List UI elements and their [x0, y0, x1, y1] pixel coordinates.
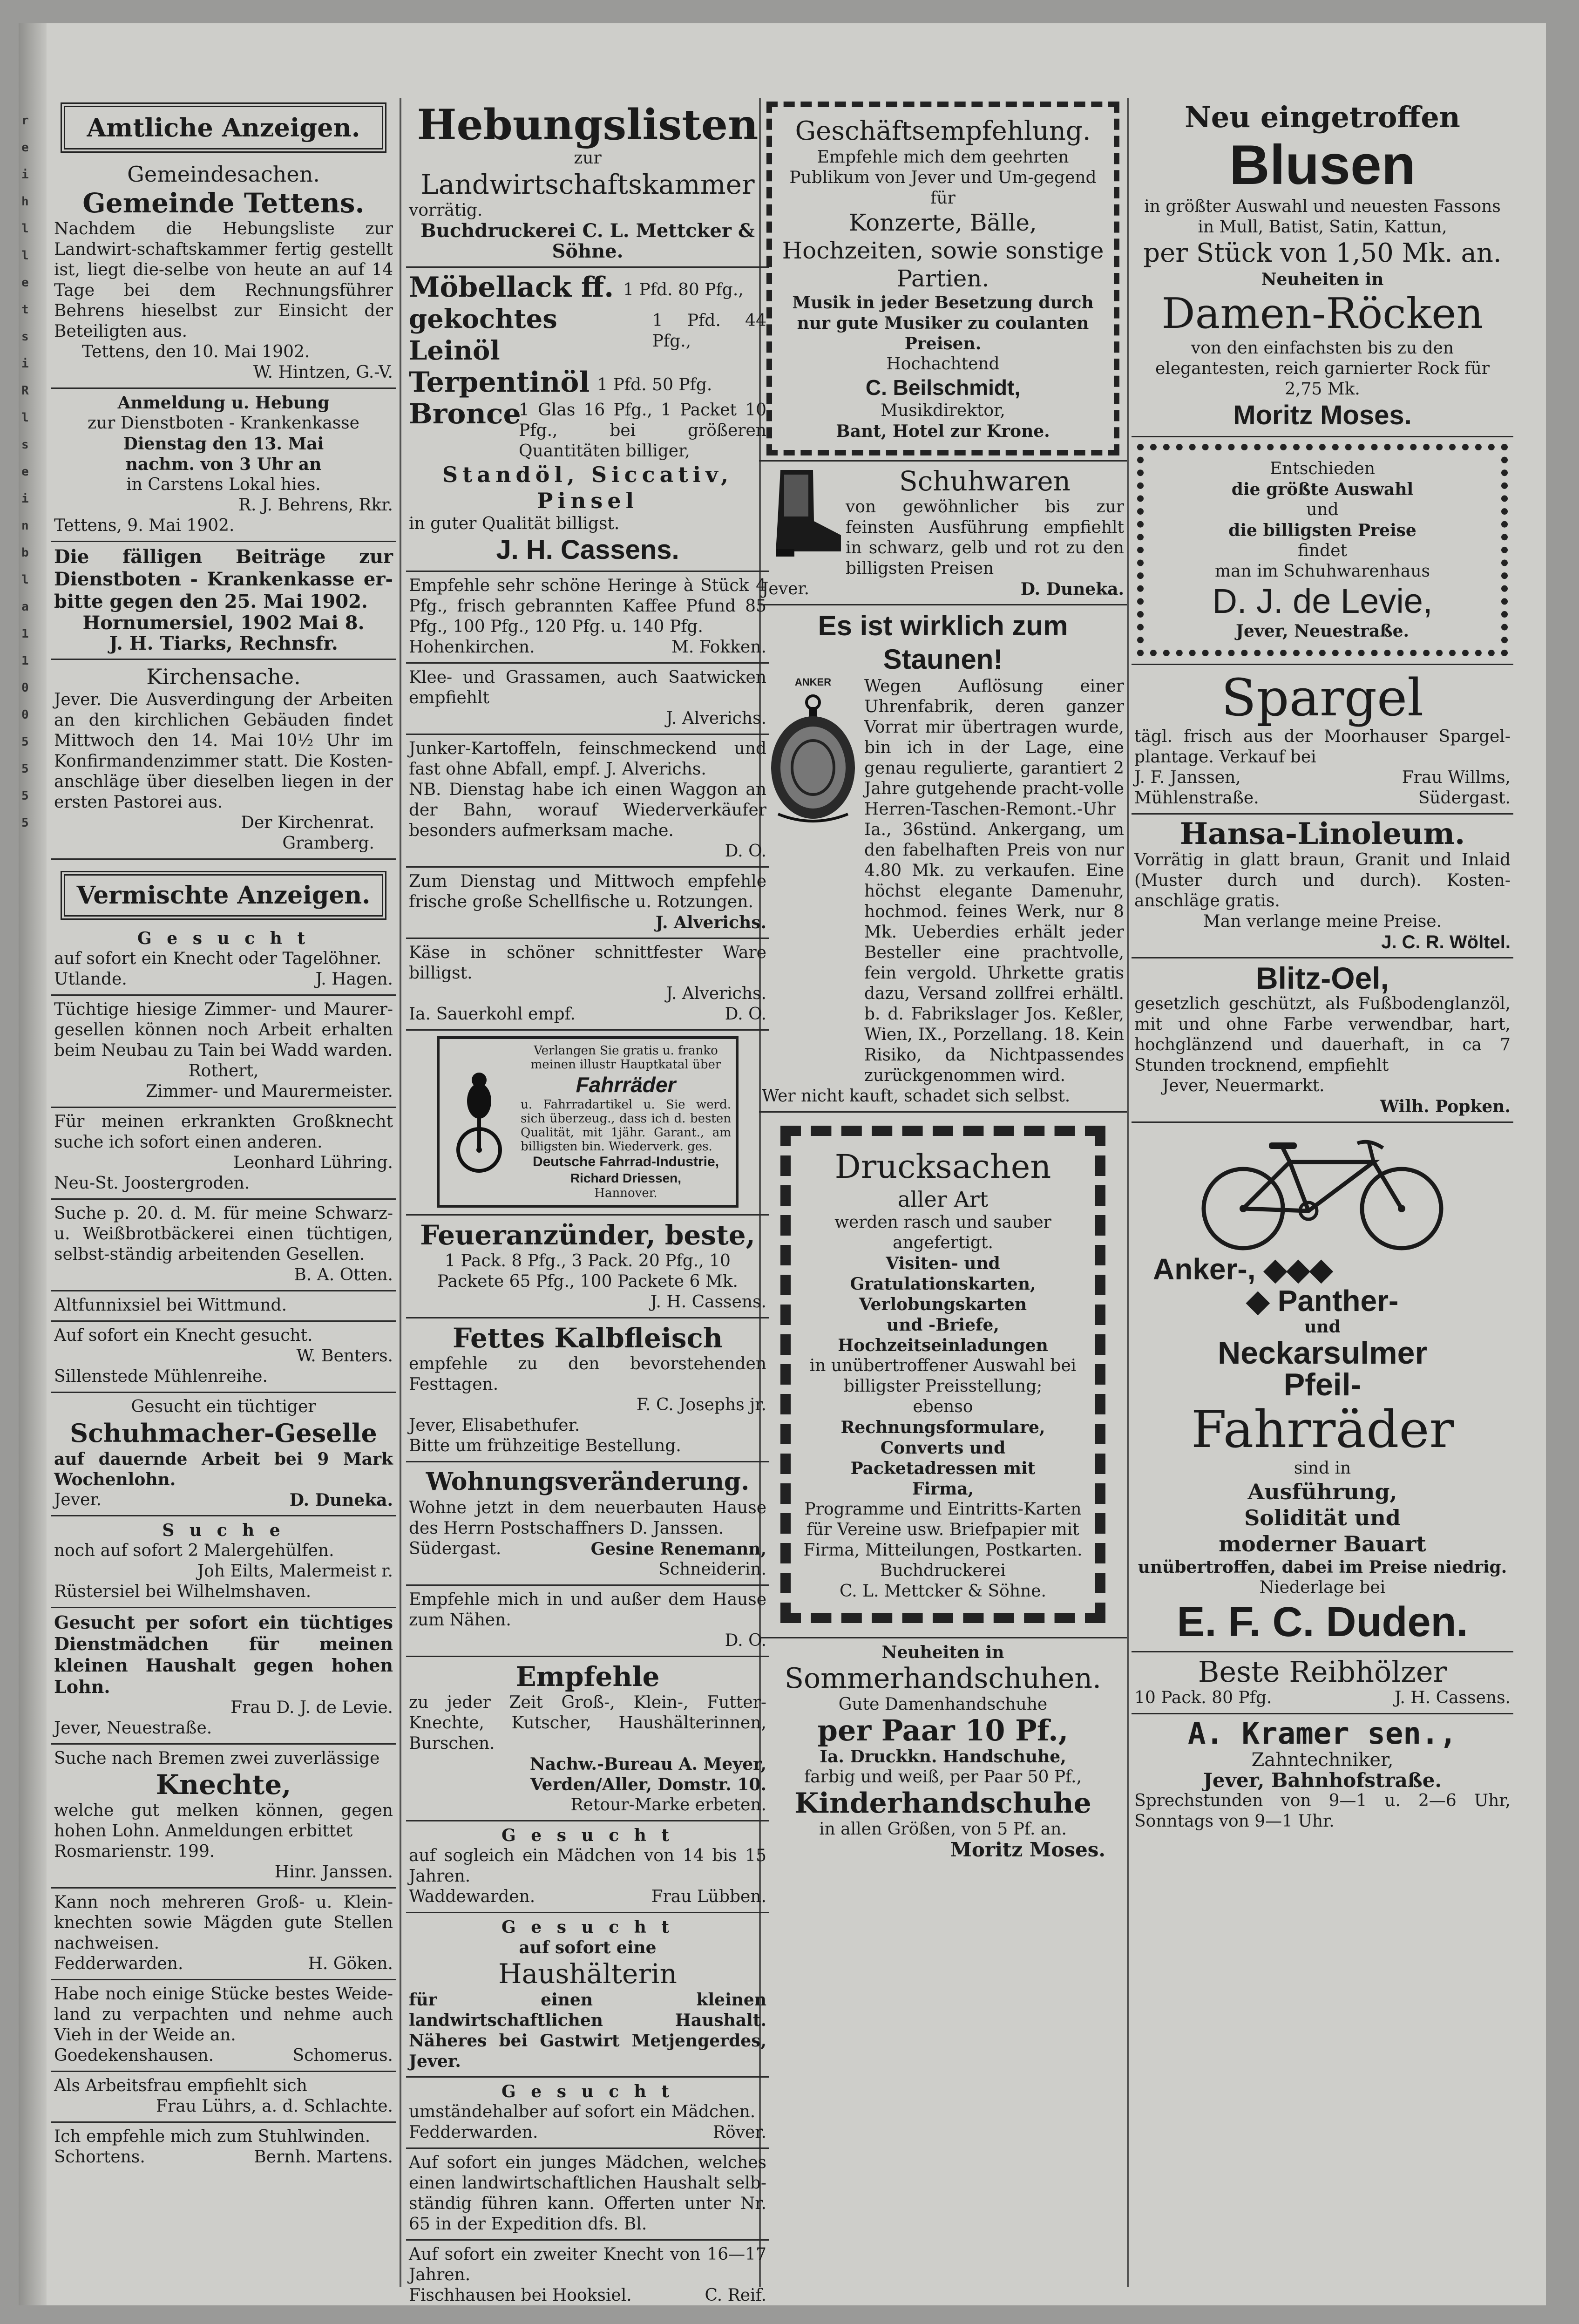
ad-body: Käse in schöner schnittfester Ware billigst.	[409, 943, 766, 983]
ad-line: sind in	[1294, 1459, 1351, 1478]
ad-line: zur Dienstboten - Krankenkasse	[88, 414, 359, 433]
ad-signature: D. J. de Levie,	[1212, 582, 1433, 620]
ad-place: Jever, Elisabethufer.	[409, 1416, 580, 1435]
ad-signature: Joh Eilts, Malermeist r.	[197, 1562, 393, 1581]
ad-body: Suche p. 20. d. M. für meine Schwarz- u. Weißbrotbäckerei einen tüchtigen, selbst-ständig arbeitenden Gesellen.	[54, 1204, 393, 1264]
ad-maedchen-waddewarden	[406, 1821, 769, 1913]
ad-signature: D. Duneka.	[1020, 579, 1124, 599]
column-rule	[1127, 98, 1129, 2287]
ad-line: Firma,	[912, 1479, 974, 1499]
ad-knechte-bremen	[51, 1745, 396, 1889]
ad-signature: Frau D. J. de Levie.	[230, 1698, 393, 1717]
ad-firm: Deutsche Fahrrad-Industrie,	[532, 1154, 719, 1169]
ad-schellfische	[406, 868, 769, 939]
ad-title: G e s u c h t	[137, 929, 310, 948]
ad-malergehuelfen	[51, 1516, 396, 1608]
ad-uhren	[759, 605, 1127, 1113]
ad-place: Hohenkirchen.	[409, 638, 535, 657]
ad-body: Nachdem die Hebungsliste zur Landwirt-schaftskammer fertig gestellt ist, liegt die-selbe von heute an auf 14 Tage bei dem Rechnungsführer Behrens hieselbst zur Einsicht der Beteiligten aus.	[54, 219, 393, 341]
ad-title: Feueranzünder, beste,	[420, 1219, 755, 1251]
ad-body: Altfunnixsiel bei Wittmund.	[54, 1296, 287, 1315]
ad-line: Gute Damenhandschuhe	[838, 1695, 1048, 1714]
ad-title: Knechte,	[156, 1769, 291, 1801]
ad-signature: J. H. Cassens.	[1394, 1688, 1511, 1707]
ad-spargel	[1132, 665, 1513, 815]
ad-name: Richard Driessen,	[570, 1171, 682, 1185]
ad-body: Empfehle mich in und außer dem Hause zum Nähen.	[409, 1590, 766, 1630]
ad-maedchen-fedderwarden	[406, 2078, 769, 2149]
ad-maurer	[51, 996, 396, 1108]
ad-arbeitsfrau	[51, 2072, 396, 2123]
ad-line: in unübertroffener Auswahl bei billigster Preisstellung;	[809, 1356, 1077, 1396]
ad-title: Kinderhandschuhe	[794, 1787, 1091, 1820]
ad-line: moderner Bauart	[1219, 1531, 1426, 1556]
ad-line: Solidität und	[1244, 1505, 1401, 1530]
ad-weideland	[51, 1980, 396, 2072]
brand-panther: ◆ Panther-	[1246, 1284, 1399, 1318]
ad-body: Wohne jetzt in dem neuerbauten Hause des Herrn Postschaffners D. Janssen.	[409, 1498, 766, 1538]
ad-hours: Sprechstunden von 9—1 u. 2—6 Uhr, Sonntags von 9—1 Uhr.	[1134, 1791, 1511, 1831]
ad-feueranzuender	[406, 1216, 769, 1318]
ad-title: Wohnungsveränderung.	[426, 1468, 750, 1496]
ad-line: Packetadressen mit	[850, 1459, 1036, 1478]
ad-title: Gemeinde Tettens.	[82, 187, 365, 219]
ad-kirchensache	[51, 660, 396, 860]
ad-line: Ia. Druckkn. Handschuhe,	[820, 1747, 1066, 1767]
product-name: gekochtes Leinöl	[409, 304, 557, 366]
ad-place: Rüstersiel bei Wilhelmshaven.	[54, 1582, 312, 1601]
ad-place: Jever, Neuestraße.	[54, 1719, 212, 1738]
column-4	[1132, 98, 1513, 1836]
ad-signature: Frau Lübben.	[651, 1887, 766, 1906]
cyclist-illustration	[444, 1068, 514, 1176]
ad-body: auf dauernde Arbeit bei 9 Mark Wochenlohn.	[54, 1449, 393, 1489]
ad-pretitle: Gesucht ein tüchtiger	[131, 1397, 316, 1416]
ad-schuhwaren	[759, 462, 1127, 605]
ad-title: Empfehle	[515, 1661, 660, 1692]
ad-kalbfleisch	[406, 1318, 769, 1462]
ad-grossknecht	[51, 1108, 396, 1200]
column-1	[51, 98, 396, 2172]
ad-line: Rechnungsformulare,	[840, 1418, 1045, 1437]
ad-line: Buchdruckerei	[880, 1561, 1006, 1580]
ad-body: auf sogleich ein Mädchen von 14 bis 15 Jahren.	[409, 1846, 766, 1886]
ad-signature: W. Hintzen, G.-V.	[253, 363, 393, 382]
ad-signature: D. O.	[725, 842, 766, 861]
ad-blusen	[1132, 98, 1513, 437]
ad-body: Vorrätig in glatt braun, Granit und Inlaid (Muster durch und durch). Kosten-anschläge gratis.	[1134, 850, 1511, 911]
ad-signature: D. O.	[725, 1631, 766, 1650]
ad-note: Bitte um frühzeitige Bestellung.	[409, 1436, 681, 1455]
ad-hebungslisten	[406, 98, 769, 268]
ad-line: Converts und	[880, 1438, 1006, 1458]
ad-line: Man verlange meine Preise.	[1203, 912, 1442, 931]
ad-body: Musik in jeder Besetzung durch nur gute Musiker zu coulanten Preisen.	[792, 293, 1094, 353]
ad-body: Klee- und Grassamen, auch Saatwicken empfiehlt	[409, 668, 766, 707]
brand-neckarsulmer: Neckarsulmer	[1218, 1335, 1427, 1371]
ad-signature: J. Alverichs.	[666, 709, 766, 728]
column-3	[759, 98, 1127, 1865]
ad-signature: J. H. Cassens.	[496, 535, 679, 565]
ad-signature: Röver.	[712, 2123, 766, 2142]
ad-body: Wegen Auflösung einer Uhrenfabrik, deren ganzer Vorrat mir übertragen wurde, bin ich in der Lage, eine genau regulierte, garantiert 2 Jahre gutgehende pracht-volle Herren-Taschen-Remont.-Uhr Ia., 36stünd. Ankergang, um den fabelhaften Preis von nur 4.80 Mk. zu verkaufen. Eine höchst elegante Damenuhr, hochmod. feines Werk, nur 8 Mk. Ueberdies erhält jeder Besteller eine prachtvolle, fein vergold. Uhrkette gratis dazu, Versand zollfrei erhältl. b. d. Fabrikslager Jos. Keßler, Wien, IX., Porzellang. 18. Kein Risiko, da Nichtpassendes zurückgenommen wird.	[864, 677, 1124, 1085]
ad-empfehle	[406, 1657, 769, 1821]
ad-line: Verlobungskarten	[859, 1295, 1027, 1314]
ad-body: tägl. frisch aus der Moorhauser Spargel-plantage. Verkauf bei	[1134, 727, 1511, 767]
ad-title: S u c h e	[162, 1521, 285, 1540]
ad-signature: E. F. C. Duden.	[1177, 1599, 1468, 1645]
ad-place: Fischhausen bei Hooksiel.	[409, 2286, 632, 2305]
ad-title: Fahrräder	[576, 1073, 676, 1097]
ad-title: Blitz-Oel,	[1255, 961, 1389, 995]
ad-place: Utlande.	[54, 970, 127, 989]
ad-line: Dienstag den 13. Mai	[123, 434, 324, 454]
ad-signature: H. Göken.	[308, 1954, 393, 1973]
watch-brand: ANKER	[794, 676, 832, 688]
ad-line: Niederlage bei	[1259, 1578, 1386, 1597]
product-price: 1 Pfd. 50 Pfg.	[597, 375, 712, 394]
ad-line: ebenso	[913, 1397, 973, 1416]
ad-title: G e s u c h t	[501, 2082, 674, 2101]
pocket-watch-illustration	[764, 688, 862, 828]
ad-line: in Carstens Lokal hies.	[126, 475, 321, 494]
ad-signature: J. F. Janssen,	[1134, 768, 1241, 787]
ad-signature: M. Fokken.	[671, 638, 766, 657]
ad-title: Spargel	[1221, 668, 1424, 727]
ad-line: zur	[574, 149, 602, 168]
ad-haushaelterin	[406, 1913, 769, 2078]
ad-firm: Nachw.-Bureau A. Meyer,	[529, 1754, 766, 1774]
ad-body: von gewöhnlicher bis zur feinsten Ausführung empfiehlt in schwarz, gelb und rot zu den billigsten Preisen	[846, 497, 1124, 578]
section-header-amtliche: Amtliche Anzeigen.	[61, 102, 386, 153]
ad-signature: C. Reif.	[705, 2286, 766, 2305]
ad-signature: J. C. R. Wöltel.	[1381, 932, 1511, 952]
ad-body: Auf sofort ein zweiter Knecht von 16—17 Jahren.	[409, 2245, 766, 2284]
ad-title: Blusen	[1229, 134, 1416, 196]
ad-note: Retour-Marke erbeten.	[570, 1795, 766, 1814]
ad-altfunnixsiel	[51, 1291, 396, 1322]
ad-farben	[406, 268, 769, 572]
ad-signature: Gramberg.	[282, 834, 374, 853]
ad-knecht-utlande	[51, 924, 396, 996]
ad-signature: Rothert,	[188, 1061, 259, 1080]
ad-body: auf sofort ein Knecht oder Tagelöhner.	[54, 949, 382, 968]
ad-signature: Zimmer- und Maurermeister.	[146, 1082, 393, 1101]
ad-title: G e s u c h t	[501, 1826, 674, 1845]
ad-fahrraeder-duden	[1132, 1123, 1513, 1652]
ad-signature: J. Alverichs.	[666, 984, 766, 1003]
ad-body: Habe noch einige Stücke bestes Weide-land zu verpachten und nehme auch Vieh in der Weide an.	[54, 1984, 393, 2045]
ad-body: Auf sofort ein Knecht gesucht.	[54, 1326, 313, 1345]
ad-signature: Moritz Moses.	[1233, 400, 1412, 430]
ad-signature: Hinr. Janssen.	[274, 1862, 393, 1882]
ad-line: Visiten- und	[886, 1254, 1000, 1273]
ad-signature: Schomerus.	[292, 2046, 393, 2065]
ad-place: Sillenstede Mühlenreihe.	[54, 1367, 268, 1386]
ad-body: Auf sofort ein junges Mädchen, welches einen landwirtschaftlichen Haushalt selb-ständig führen kann. Offerten unter Nr. 65 in der Expedition dfs. Bl.	[409, 2153, 766, 2234]
subheading: Kirchensache.	[146, 664, 301, 689]
ad-body: NB. Dienstag habe ich einen Waggon an der Bahn, worauf Wiederverkäufer besonders aufmerksam mache.	[409, 780, 766, 840]
ad-place: Hornumersiel, 1902 Mai 8.	[82, 612, 365, 634]
ad-place: Jever, Neuermarkt.	[1162, 1076, 1325, 1095]
ad-body: noch auf sofort 2 Malergehülfen.	[54, 1541, 334, 1560]
ad-title: G e s u c h t	[501, 1917, 674, 1937]
ad-line: Hochzeitseinladungen	[838, 1336, 1048, 1355]
ad-kaese	[406, 939, 769, 1031]
ad-body: von den einfachsten bis zu den elegantesten, reich garnierter Rock für 2,75 Mk.	[1155, 339, 1490, 399]
ad-body: Empfehle mich dem geehrten Publikum von Jever und Um-gegend für	[789, 148, 1097, 208]
ad-reibhoelzer	[1132, 1652, 1513, 1714]
ad-place: Jever.	[762, 579, 810, 598]
ad-de-levie	[1132, 437, 1513, 665]
ad-title: Hansa-Linoleum.	[1179, 816, 1465, 851]
ad-job: Musikdirektor,	[881, 401, 1005, 420]
ad-date: Tettens, den 10. Mai 1902.	[82, 342, 310, 361]
ad-pretitle: Neu eingetroffen	[1185, 100, 1460, 134]
ad-title: Es ist wirklich zum Staunen!	[818, 610, 1068, 675]
ad-body: Junker-Kartoffeln, feinschmeckend und fast ohne Abfall, empf. J. Alverichs.	[409, 739, 766, 779]
product-name: Pinsel	[536, 488, 639, 513]
ad-line: vorrätig.	[409, 201, 483, 220]
ad-line: Ausführung,	[1247, 1479, 1397, 1504]
product-name: Bronce	[409, 398, 521, 430]
ad-title: Geschäftsempfehlung.	[795, 116, 1091, 146]
ad-city: Hannover.	[594, 1186, 657, 1200]
product-price: 1 Pfd. 44 Pfg.,	[652, 311, 766, 351]
ad-line: Gratulationskarten,	[850, 1274, 1036, 1294]
ad-heringe	[406, 572, 769, 664]
ad-line: werden rasch und sauber	[834, 1213, 1051, 1232]
ad-line: Neuheiten in	[1261, 270, 1384, 289]
ad-body: Jever. Die Ausverdingung der Arbeiten an den kirchlichen Gebäuden findet Mittwoch den 14. Mai 10½ Uhr im Konfirmandenzimmer statt. Die Kosten-anschläge über dieselben liegen in der ersten Pastorei aus.	[54, 690, 393, 812]
ad-events: Konzerte, Bälle, Hochzeiten, sowie sonstige Partien.	[782, 209, 1104, 292]
ad-beitraege	[51, 542, 396, 660]
ad-signature: J. Alverichs.	[655, 913, 766, 932]
ad-geschaeftsempfehlung	[759, 98, 1127, 462]
ad-baecker	[51, 1200, 396, 1291]
ad-junges-maedchen	[406, 2149, 769, 2241]
ad-anmeldung	[51, 389, 396, 542]
column-2	[406, 98, 769, 2305]
ad-job: Zahntechniker,	[1251, 1749, 1394, 1771]
ad-signature: J. Hagen.	[315, 970, 393, 989]
ad-line: aller Art	[897, 1187, 989, 1212]
ad-signature: Wilh. Popken.	[1380, 1097, 1511, 1116]
ad-place: Fedderwarden.	[54, 1954, 183, 1973]
ad-title: Anmeldung u. Hebung	[117, 393, 330, 413]
ad-address: Rosmarienstr. 199.	[54, 1842, 215, 1861]
ad-body: Empfehle sehr schöne Heringe à Stück 4 Pfg., frisch gebrannten Kaffee Pfund 85 Pfg., 100 Pfg., 120 Pfg. u. 140 Pfg.	[409, 576, 766, 636]
ad-pretitle: Suche nach Bremen zwei zuverlässige	[54, 1749, 380, 1768]
ad-line: die billigsten Preise	[1228, 521, 1416, 540]
ad-signature: Buchdruckerei C. L. Mettcker & Söhne.	[420, 220, 755, 262]
ad-place: Mühlenstraße.	[1134, 788, 1259, 808]
newspaper-page	[19, 23, 1546, 2305]
ad-body: Ia. Sauerkohl empf.	[409, 1005, 576, 1024]
ad-line: in allen Größen, von 5 Pf. an.	[819, 1820, 1067, 1839]
ad-title: Damen-Röcken	[1161, 289, 1484, 338]
ad-body: Ich empfehle mich zum Stuhlwinden.	[54, 2127, 371, 2146]
ad-place: Jever.	[54, 1490, 102, 1509]
ad-signature: C. L. Mettcker & Söhne.	[840, 1582, 1046, 1601]
ad-junker-kartoffeln	[406, 735, 769, 868]
ad-title: A. Kramer sen.,	[1188, 1717, 1457, 1751]
ad-line: nachm. von 3 Uhr an	[125, 455, 322, 474]
ad-body: für einen kleinen landwirtschaftlichen Haushalt. Näheres bei Gastwirt Metjengerdes, Jever.	[409, 1990, 766, 2071]
ad-place: Neu-St. Joostergroden.	[54, 1174, 250, 1193]
ad-line: und -Briefe,	[887, 1315, 999, 1335]
ad-kramer	[1132, 1714, 1513, 1836]
ad-body: Für meinen erkrankten Großknecht suche ich sofort einen anderen.	[54, 1112, 393, 1152]
ad-klee	[406, 664, 769, 735]
ad-date: Tettens, 9. Mai 1902.	[54, 516, 235, 535]
product-name: Möbellack ff.	[409, 271, 614, 304]
ad-signature: Der Kirchenrat.	[241, 813, 374, 832]
ad-body: 10 Pack. 80 Pfg.	[1134, 1688, 1272, 1707]
ad-signature: J. H. Cassens.	[650, 1292, 766, 1311]
ad-title: Beste Reibhölzer	[1198, 1655, 1447, 1689]
ad-line: angefertigt.	[893, 1233, 993, 1252]
ad-address: Verden/Aller, Domstr. 10.	[530, 1775, 766, 1794]
ad-body: Kann noch mehreren Groß- u. Klein-knechten sowie Mägden gute Stellen nachweisen.	[54, 1893, 393, 1953]
ad-body: Tüchtige hiesige Zimmer- und Maurer-gesellen können noch Arbeit erhalten beim Neubau zu Tain bei Wadd warden.	[54, 1000, 393, 1060]
ad-place: Goedekenshausen.	[54, 2046, 214, 2065]
ad-address: Jever, Neuestraße.	[1235, 621, 1410, 641]
ad-signature: F. C. Josephs jr.	[636, 1395, 766, 1414]
ad-place: Südergast.	[409, 1539, 501, 1558]
ad-title: Sommerhandschuhen.	[784, 1662, 1102, 1695]
bicycle-illustration	[1178, 1129, 1467, 1250]
ad-price: per Stück von 1,50 Mk. an.	[1143, 238, 1502, 268]
brand-pfeil: Pfeil-	[1283, 1367, 1362, 1402]
ad-gemeinde-tettens	[51, 157, 396, 389]
ad-signature: B. A. Otten.	[294, 1265, 393, 1284]
ad-job: Schneiderin.	[658, 1560, 766, 1579]
ad-line: und	[1306, 500, 1339, 519]
ad-signature: Leonhard Lühring.	[233, 1153, 393, 1172]
page-spine	[19, 23, 47, 2305]
product-name: Terpentinöl	[409, 366, 590, 399]
ad-body: umständehalber auf sofort ein Mädchen.	[409, 2102, 756, 2121]
ad-title: Schuhwaren	[899, 465, 1071, 497]
ad-line: Verlangen Sie gratis u. franko meinen illustr Hauptkatal über	[530, 1044, 721, 1072]
ad-signature: Gesine Renemann,	[590, 1539, 766, 1559]
ad-title: Fettes Kalbfleisch	[452, 1322, 723, 1354]
ad-address: Bant, Hotel zur Krone.	[836, 421, 1050, 441]
ad-price: per Paar 10 Pf.,	[817, 1713, 1069, 1747]
ad-dienstmaedchen	[51, 1608, 396, 1745]
ad-wohnungsveraenderung	[406, 1462, 769, 1586]
ad-place: Fedderwarden.	[409, 2123, 538, 2142]
ad-signature: C. Beilschmidt,	[865, 375, 1021, 400]
ad-hansa-linoleum	[1132, 815, 1513, 958]
column-rule	[400, 98, 401, 2287]
ad-line: findet	[1297, 541, 1347, 560]
ad-signature: W. Benters.	[296, 1346, 393, 1366]
ad-title: Hebungslisten	[417, 100, 759, 149]
ad-line: die größte Auswahl	[1231, 480, 1414, 499]
ad-fahrrad-industrie	[406, 1031, 769, 1216]
ad-body: u. Fahrradartikel u. Sie werd. sich überzeug., dass ich d. besten Qualität, mit 1jähr. Garant., am billigsten bin. Wiederverk. ges.	[521, 1098, 731, 1154]
ad-signature: Bernh. Martens.	[254, 2147, 393, 2167]
ad-body: Als Arbeitsfrau empfiehlt sich	[54, 2076, 307, 2095]
ad-body: Gesucht per sofort ein tüchtiges Dienstmädchen für meinen kleinen Haushalt gegen hohen Lohn.	[54, 1612, 393, 1697]
ad-signature: Frau Lührs, a. d. Schlachte.	[156, 2097, 393, 2116]
ad-drucksachen	[759, 1113, 1127, 1638]
ad-subtitle: Landwirtschaftskammer	[420, 169, 755, 200]
ad-signature: Frau Willms,	[1402, 768, 1511, 787]
ad-body: zu jeder Zeit Groß-, Klein-, Futter-Knechte, Kutscher, Haushälterinnen, Burschen.	[409, 1693, 766, 1753]
ad-place: Waddewarden.	[409, 1887, 535, 1906]
ad-zweiter-knecht	[406, 2241, 769, 2305]
ad-body: Die fälligen Beiträge zur Dienstboten - Krankenkasse er-bitte gegen den 25. Mai 1902.	[54, 546, 393, 612]
ad-signature: R. J. Behrens, Rkr.	[238, 496, 393, 515]
ad-schuhmacher	[51, 1393, 396, 1516]
ad-line: man im Schuhwarenhaus	[1215, 562, 1430, 581]
section-header-vermischte: Vermischte Anzeigen.	[61, 871, 386, 920]
ad-line: und	[1304, 1317, 1341, 1337]
ad-body: 1 Pack. 8 Pfg., 3 Pack. 20 Pfg., 10 Packete 65 Pfg., 100 Packete 6 Mk.	[437, 1251, 738, 1291]
ad-closing: Wer nicht kauft, schadet sich selbst.	[762, 1087, 1071, 1106]
ad-signature: J. H. Tiarks, Rechnsfr.	[109, 632, 338, 654]
ad-signature: D. O.	[725, 1005, 766, 1024]
product-name: Standöl, Siccativ,	[442, 462, 733, 487]
ad-title: Fahrräder	[1191, 1400, 1454, 1459]
ad-line: in guter Qualität billigst.	[409, 514, 620, 533]
ad-line: farbig und weiß, per Paar 50 Pf.,	[804, 1767, 1082, 1787]
ad-stellennachweis	[51, 1889, 396, 1980]
subheading: Gemeindesachen.	[127, 162, 320, 187]
ad-title: Schuhmacher-Geselle	[70, 1418, 377, 1448]
ad-line: Programme und Eintritts-Karten für Vereine usw. Briefpapier mit Firma, Mitteilungen, Postkarten.	[803, 1500, 1083, 1560]
ad-address: Jever, Bahnhofstraße.	[1203, 1769, 1442, 1792]
ad-line: unübertroffen, dabei im Preise niedrig.	[1138, 1557, 1507, 1577]
ad-knecht-sillenstede	[51, 1322, 396, 1393]
ad-pretitle: Neuheiten in	[881, 1643, 1004, 1662]
ad-naehen	[406, 1586, 769, 1657]
ad-body: gesetzlich geschützt, als Fußbodenglanzöl, mit und ohne Farbe verwendbar, hart, hochglänzend und dauerhaft, in ca 7 Stunden trocknend, empfiehlt	[1134, 994, 1511, 1075]
product-price: 1 Pfd. 80 Pfg.,	[623, 280, 744, 299]
ad-handschuhe	[759, 1638, 1127, 1865]
ad-place: Schortens.	[54, 2147, 145, 2167]
ad-body: welche gut melken können, gegen hohen Lohn. Anmeldungen erbittet	[54, 1801, 393, 1841]
ad-signature: D. Duneka.	[289, 1490, 393, 1510]
ad-line: Entschieden	[1269, 459, 1376, 478]
ad-line: auf sofort eine	[519, 1938, 657, 1957]
ad-title: Haushälterin	[498, 1958, 678, 1990]
ad-body: Zum Dienstag und Mittwoch empfehle frische große Schellfische u. Rotzungen.	[409, 872, 766, 911]
ad-body: empfehle zu den bevorstehenden Festtagen.	[409, 1354, 766, 1394]
ad-place: Südergast.	[1418, 788, 1511, 808]
margin-marks: reihlletsiRlseinbla1 1 0 0 5 5 5 5	[21, 114, 29, 830]
ad-body: in größter Auswahl und neuesten Fassons in Mull, Batist, Satin, Kattun,	[1144, 197, 1501, 237]
ad-stuhlwinden	[51, 2123, 396, 2172]
product-price: 1 Glas 16 Pfg., 1 Packet 10 Pfg., bei größeren Quantitäten billiger,	[519, 401, 766, 461]
ad-line: Hochachtend	[886, 354, 1000, 374]
ad-blitz-oel	[1132, 958, 1513, 1123]
boot-illustration	[762, 465, 846, 558]
brand-anker: Anker-, ◆◆◆	[1153, 1252, 1333, 1286]
ad-signature: Moritz Moses.	[950, 1838, 1105, 1861]
ad-title: Drucksachen	[834, 1148, 1051, 1186]
